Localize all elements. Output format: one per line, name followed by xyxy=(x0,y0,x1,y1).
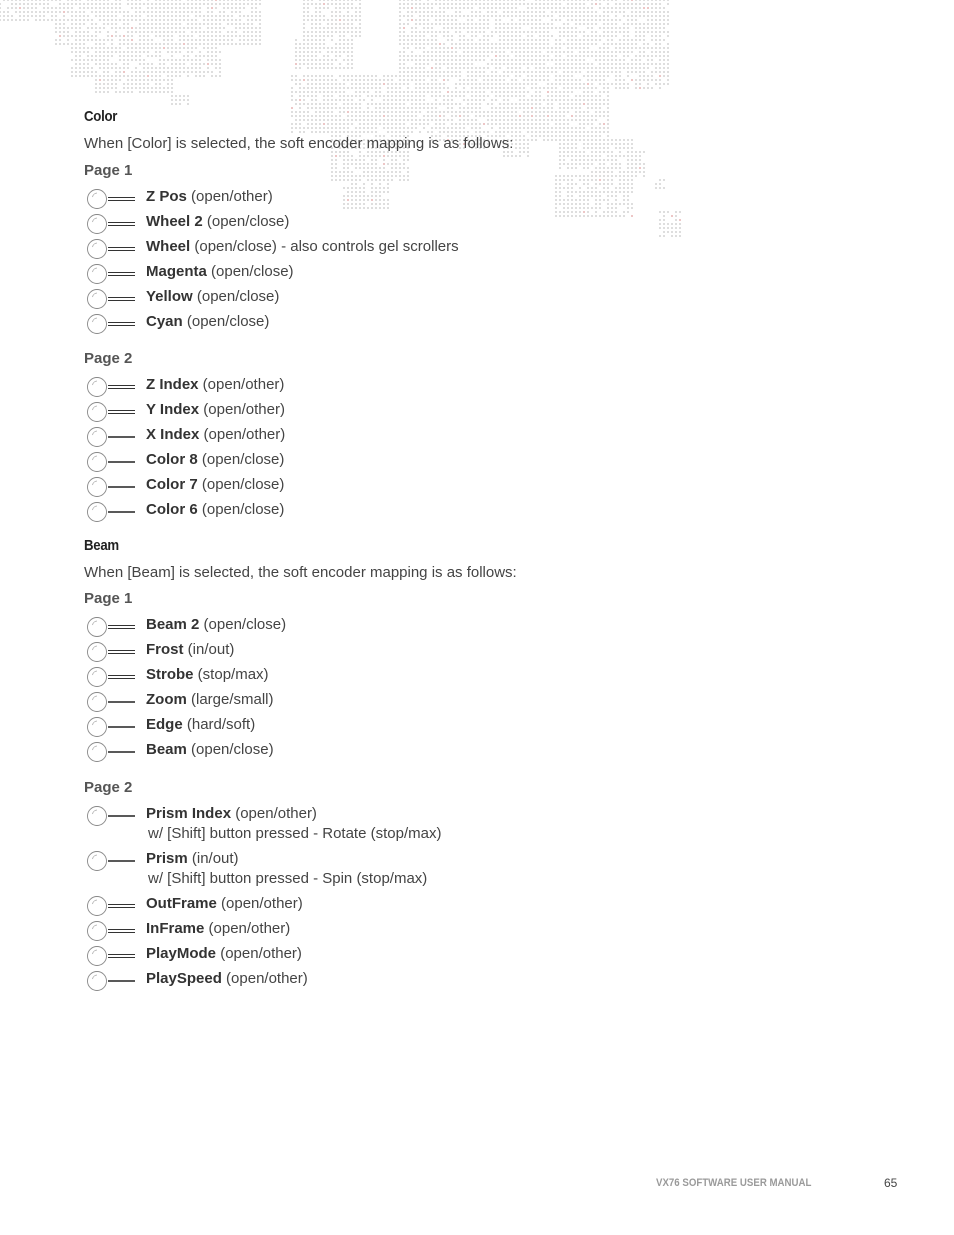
encoder-description xyxy=(146,475,284,495)
encoder-description xyxy=(146,287,279,307)
encoder-description xyxy=(146,690,274,710)
encoder-description xyxy=(146,804,317,824)
encoder-double-line-icon xyxy=(86,263,136,285)
encoder-range: (open/close) xyxy=(197,476,285,493)
encoder-name: Magenta xyxy=(146,263,207,280)
encoder-double-line-icon xyxy=(86,641,136,663)
encoder-double-line-icon xyxy=(86,616,136,638)
encoder-name: Prism xyxy=(146,850,188,867)
encoder-double-line-icon xyxy=(86,945,136,967)
encoder-description xyxy=(146,740,274,760)
encoder-single-line-icon xyxy=(86,850,136,872)
encoder-range: (open/close) xyxy=(197,451,285,468)
encoder-range: (in/out) xyxy=(183,641,235,658)
encoder-name: Z Index xyxy=(146,376,199,393)
encoder-name: InFrame xyxy=(146,920,205,937)
beam-page1-label: Page 1 xyxy=(84,590,133,607)
encoder-single-line-icon xyxy=(86,716,136,738)
encoder-range: (open/close) xyxy=(197,501,285,518)
encoder-double-line-icon xyxy=(86,895,136,917)
section-title-beam: Beam xyxy=(84,537,119,554)
encoder-range: (open/close) - also controls gel scrollers xyxy=(190,238,459,255)
encoder-name: Z Pos xyxy=(146,188,187,205)
encoder-double-line-icon xyxy=(86,188,136,210)
encoder-name: Color 7 xyxy=(146,476,198,493)
encoder-name: Frost xyxy=(146,641,184,658)
encoder-single-line-icon xyxy=(86,805,136,827)
encoder-name: Cyan xyxy=(146,313,183,330)
encoder-single-line-icon xyxy=(86,451,136,473)
encoder-range: (open/other) xyxy=(198,376,285,393)
footer-page-number: 65 xyxy=(884,1176,898,1190)
encoder-double-line-icon xyxy=(86,313,136,335)
encoder-range: (open/other) xyxy=(221,970,308,987)
encoder-name: Color 8 xyxy=(146,451,198,468)
encoder-name: Zoom xyxy=(146,691,187,708)
encoder-description xyxy=(146,425,285,445)
encoder-name: Color 6 xyxy=(146,501,198,518)
encoder-single-line-icon xyxy=(86,501,136,523)
encoder-name: Beam 2 xyxy=(146,616,200,633)
section-title-color: Color xyxy=(84,108,118,125)
encoder-description xyxy=(146,894,303,914)
encoder-description xyxy=(146,400,285,420)
encoder-name: Prism Index xyxy=(146,805,232,822)
encoder-range: (open/close) xyxy=(192,288,280,305)
encoder-range: (large/small) xyxy=(186,691,274,708)
encoder-range: (open/other) xyxy=(186,188,273,205)
encoder-range: (open/other) xyxy=(199,426,286,443)
encoder-description xyxy=(146,212,289,232)
color-intro-text: When [Color] is selected, the soft encoder mapping is as follows: xyxy=(84,135,514,152)
beam-page2-label: Page 2 xyxy=(84,779,133,796)
encoder-range: (open/close) xyxy=(186,741,274,758)
encoder-name: Wheel 2 xyxy=(146,213,203,230)
encoder-description xyxy=(146,187,273,207)
encoder-description xyxy=(146,312,269,332)
color-page1-label: Page 1 xyxy=(84,162,133,179)
encoder-double-line-icon xyxy=(86,238,136,260)
encoder-name: X Index xyxy=(146,426,200,443)
encoder-range: (in/out) xyxy=(187,850,239,867)
encoder-double-line-icon xyxy=(86,376,136,398)
encoder-single-line-icon xyxy=(86,691,136,713)
encoder-single-line-icon xyxy=(86,426,136,448)
encoder-shift-note: w/ [Shift] button pressed - Spin (stop/max) xyxy=(148,870,428,887)
encoder-description xyxy=(146,615,286,635)
encoder-range: (open/other) xyxy=(216,895,303,912)
encoder-description xyxy=(146,919,290,939)
encoder-name: Beam xyxy=(146,741,187,758)
encoder-double-line-icon xyxy=(86,288,136,310)
encoder-description xyxy=(146,237,459,257)
encoder-description xyxy=(146,500,284,520)
encoder-single-line-icon xyxy=(86,476,136,498)
encoder-double-line-icon xyxy=(86,401,136,423)
encoder-range: (hard/soft) xyxy=(182,716,256,733)
encoder-name: Edge xyxy=(146,716,183,733)
encoder-description xyxy=(146,262,294,282)
encoder-range: (open/close) xyxy=(202,213,290,230)
footer-manual-title: VX76 SOFTWARE USER MANUAL xyxy=(656,1177,812,1189)
encoder-shift-note: w/ [Shift] button pressed - Rotate (stop/max) xyxy=(148,825,442,842)
encoder-double-line-icon xyxy=(86,666,136,688)
encoder-double-line-icon xyxy=(86,213,136,235)
encoder-description xyxy=(146,450,284,470)
encoder-description xyxy=(146,375,284,395)
encoder-name: Y Index xyxy=(146,401,200,418)
encoder-description xyxy=(146,715,255,735)
encoder-name: Yellow xyxy=(146,288,193,305)
encoder-description xyxy=(146,944,302,964)
encoder-double-line-icon xyxy=(86,920,136,942)
encoder-range: (open/other) xyxy=(231,805,317,822)
color-page2-label: Page 2 xyxy=(84,350,133,367)
encoder-range: (open/other) xyxy=(216,945,302,962)
encoder-single-line-icon xyxy=(86,741,136,763)
encoder-description xyxy=(146,969,308,989)
encoder-name: PlaySpeed xyxy=(146,970,222,987)
encoder-name: Strobe xyxy=(146,666,194,683)
encoder-range: (open/close) xyxy=(182,313,270,330)
encoder-name: Wheel xyxy=(146,238,191,255)
encoder-single-line-icon xyxy=(86,970,136,992)
encoder-range: (stop/max) xyxy=(193,666,269,683)
beam-intro-text: When [Beam] is selected, the soft encoder mapping is as follows: xyxy=(84,564,517,581)
encoder-name: PlayMode xyxy=(146,945,217,962)
encoder-range: (open/close) xyxy=(199,616,287,633)
encoder-range: (open/other) xyxy=(199,401,285,418)
encoder-description xyxy=(146,849,239,869)
encoder-range: (open/close) xyxy=(206,263,294,280)
encoder-name: OutFrame xyxy=(146,895,217,912)
encoder-description xyxy=(146,665,269,685)
encoder-range: (open/other) xyxy=(204,920,291,937)
encoder-description xyxy=(146,640,234,660)
